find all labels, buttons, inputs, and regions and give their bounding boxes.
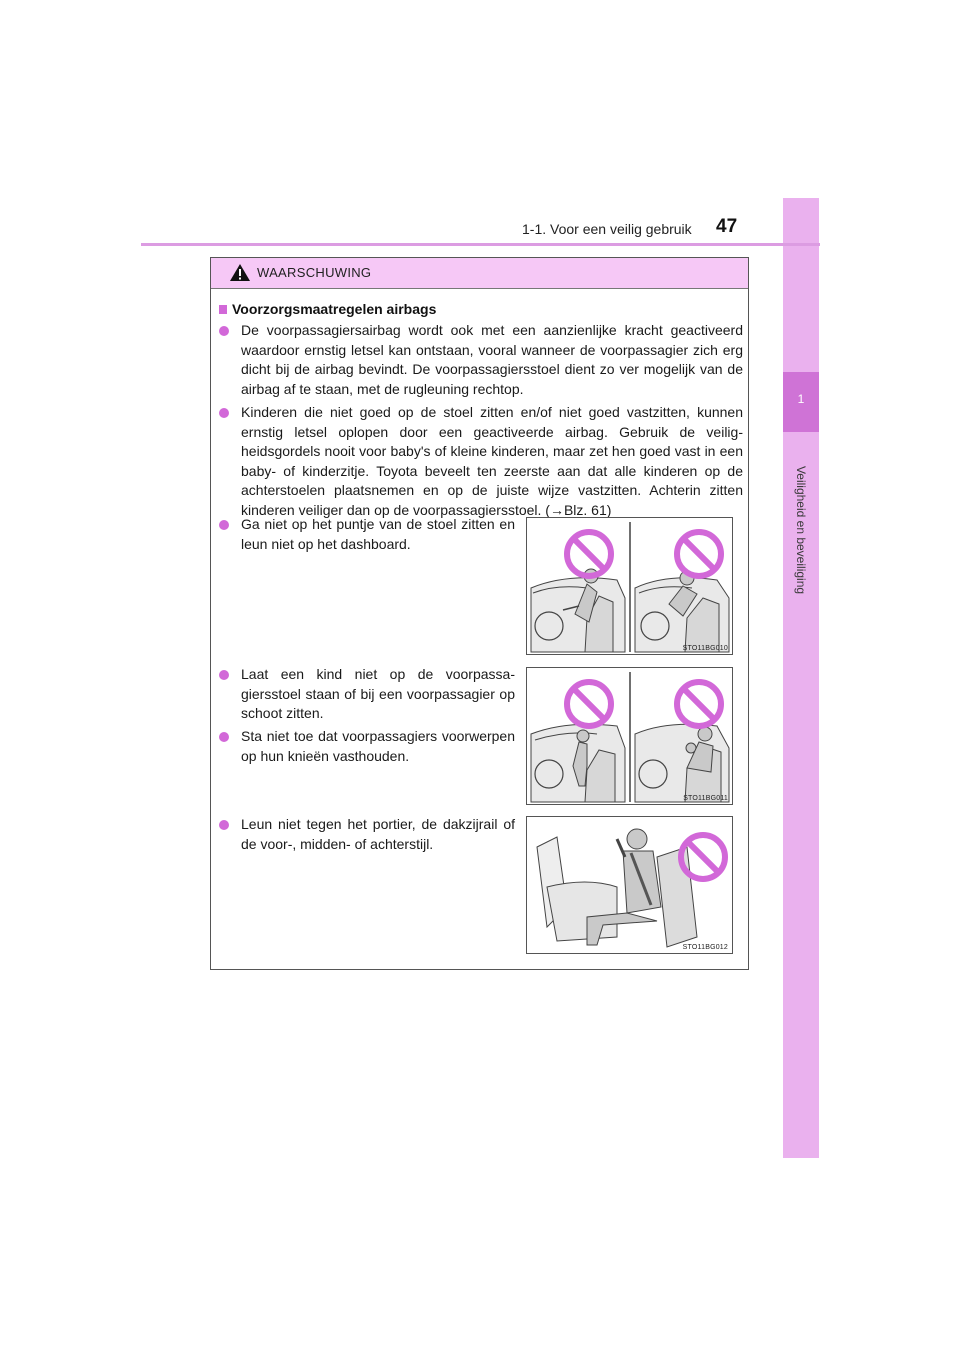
bullet-dot-icon [219,732,229,742]
image-code: STO11BG010 [682,645,728,652]
bullet-dot-icon [219,520,229,530]
page-number: 47 [716,216,738,237]
car-interior-illustration [527,518,733,655]
chapter-number: 1 [797,392,805,406]
bullet-dot-icon [219,670,229,680]
header-divider [141,243,820,246]
chapter-side-tab [783,198,819,1158]
illustration-leaning-door [526,816,733,954]
car-interior-illustration [527,817,733,954]
warning-title: WAARSCHUWING [257,265,372,280]
warning-subheading: Voorzorgsmaatregelen airbags [219,301,436,317]
car-interior-illustration [527,668,733,805]
warning-triangle-icon [229,263,251,282]
illustration-leaning-dashboard [526,517,733,655]
bullet-dot-icon [219,820,229,830]
illustrated-bullet: Sta niet toe dat voorpassagiers voorwerpen op hun knieën vasthouden. [219,727,515,766]
warning-bullet: De voorpassagiersairbag wordt ook met een aanzienlijke kracht geactiveerd waardoor ernstig letsel kan ontstaan, vooral wanneer de voorpassagier zich erg dicht bij de airbag bevindt. De voorpassagiersstoel dient zo ver mogelijk van de airbag af te staan, met de rugleuning rechtop. [219,321,743,399]
warning-bullet: Kinderen die niet goed op de stoel zitten en/of niet goed vastzitten, kunnen ernstig letsel oplopen door een geactiveerde airbag. Gebruik de veiligheidsgordels nooit voor baby's of kleine kinderen, maar zet hen goed vast in een baby- of kinderzitje. Toyota beveelt ten zeerste aan dat alle kinderen op de achterstoelen plaatsnemen en op de juiste wijze vastzitten. Achterin zitten kinderen veiliger dan op de voorpassagiersstoel. (→Blz. 61) [219,403,743,520]
illustrated-bullet: Laat een kind niet op de voorpassagiersstoel staan of bij een voorpassagier op schoot zitten. [219,665,515,724]
bullet-dot-icon [219,408,229,418]
illustrated-bullet: Ga niet op het puntje van de stoel zitten en leun niet op het dashboard. [219,515,515,554]
warning-box [210,257,749,970]
image-code: STO11BG012 [682,944,728,951]
bullet-dot-icon [219,326,229,336]
warning-header [211,258,748,289]
illustration-child-standing [526,667,733,805]
section-title: 1-1. Voor een veilig gebruik [522,221,692,237]
illustrated-bullet: Leun niet tegen het portier, de dakzijrail of de voor-, midden- of achterstijl. [219,815,515,854]
chapter-title: Veiligheid en beveiliging [794,465,808,595]
square-bullet-icon [219,305,227,314]
image-code: STO11BG011 [683,795,728,802]
